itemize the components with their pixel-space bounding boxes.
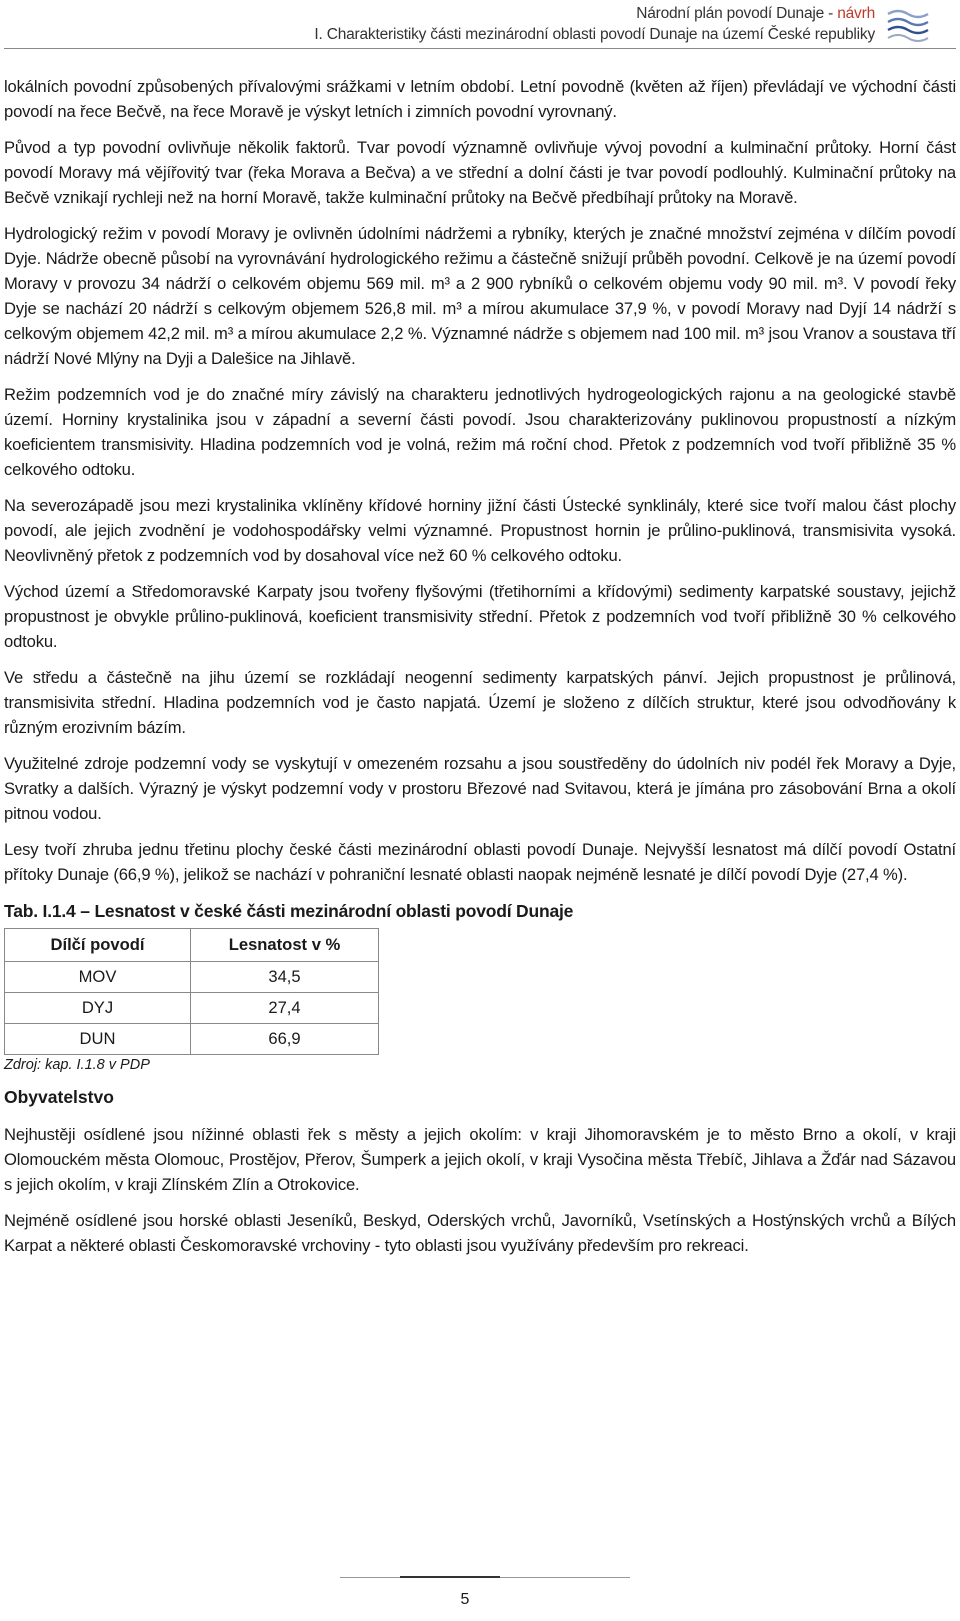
- table-caption: Tab. I.1.4 – Lesnatost v české části mezinárodní oblasti povodí Dunaje: [4, 901, 574, 921]
- document-body: [4, 74, 956, 1269]
- table-source-note: Zdroj: kap. I.1.8 v PDP: [4, 1057, 150, 1073]
- table-row: [5, 1024, 379, 1055]
- header-title-prefix: Národní plán povodí Dunaje -: [636, 5, 838, 22]
- table-cell: 34,5: [191, 962, 379, 993]
- table-cell: 27,4: [191, 993, 379, 1024]
- danube-waves-logo-icon: [884, 4, 932, 44]
- paragraph-flood-factors: Původ a typ povodní ovlivňuje několik faktorů. Tvar povodí významně ovlivňuje vývoj povodní a kulminační průtoky. Horní část povodí Moravy má vějířovitý tvar (řeka Morava a Bečva) a ve střední a dolní části je tvar povodí podlouhlý. Kulminační průtoky na Bečvě vznikají rychleji než na horní Moravě, takže kulminační průtoky na Bečvě předbíhají průtoky na Moravě.: [4, 138, 956, 207]
- paragraph-densely-populated: Nejhustěji osídlené jsou nížinné oblasti řek s městy a jejich okolím: v kraji Jihomoravském je to město Brno a okolí, v kraji Olomouckém města Olomouc, Prostějov, Přerov, Šumperk a jejich okolí, v kraji Vysočina města Třebíč, Jihlava a Žďár nad Sázavou s jejich okolím, v kraji Zlínském Zlín a Otrokovice.: [4, 1125, 956, 1194]
- paragraph-groundwater-regime: Režim podzemních vod je do značné míry závislý na charakteru jednotlivých hydrogeologických rajonu a na geologické stavbě území. Horniny krystalinika jsou v západní a severní části povodí. Jsou charakterizovány puklinovou propustností a nízkým koeficientem transmisivity. Hladina podzemních vod je volná, režim má roční chod. Přetok z podzemních vod tvoří přibližně 35 % celkového odtoku.: [4, 385, 956, 479]
- header-title: [636, 5, 875, 23]
- footer-divider-accent: [400, 1576, 500, 1578]
- table-cell: DYJ: [5, 993, 191, 1024]
- paragraph-reservoirs: Hydrologický režim v povodí Moravy je ovlivněn údolními nádržemi a rybníky, kterých je značné množství zejména v dílčím povodí Dyje. Nádrže obecně působí na vyrovnávání hydrologického režimu a částečně snižují průběh povodní. Celkově je na území povodí Moravy v provozu 34 nádrží o celkovém objemu 569 mil. m³ a 2 900 rybníků o celkovém objemu vody 90 mil. m³. V povodí řeky Dyje se nachází 20 nádrží s celkovým objemem 526,8 mil. m³ a mírou akumulace 37,9 %, v povodí Moravy nad Dyjí 14 nádrží s celkovým objemem 42,2 mil. m³ a mírou akumulace 2,2 %. Významné nádrže s objemem nad 100 mil. m³ jsou Vranov a soustava tří nádrží Nové Mlýny na Dyji a Dalešice na Jihlavě.: [4, 224, 956, 368]
- table-cell: 66,9: [191, 1024, 379, 1055]
- header-title-status: návrh: [837, 5, 875, 22]
- table-cell: MOV: [5, 962, 191, 993]
- table-header-cell: Lesnatost v %: [191, 929, 379, 962]
- table-cell: DUN: [5, 1024, 191, 1055]
- header-subtitle: I. Charakteristiky části mezinárodní oblasti povodí Dunaje na území České republiky: [314, 26, 875, 43]
- page-header: [0, 0, 960, 62]
- paragraph-flysch-sediments: Východ území a Středomoravské Karpaty jsou tvořeny flyšovými (třetihorními a křídovými) sedimenty karpatské soustavy, jejichž propustnost je obvykle průlino-puklinová, koeficient transmisivity střední. Přetok z podzemních vod tvoří přibližně 30 % celkového odtoku.: [4, 582, 956, 651]
- paragraph-cretaceous-rocks: Na severozápadě jsou mezi krystalinika vklíněny křídové horniny jižní části Ústecké synklinály, které sice tvoří malou část plochy povodí, ale jejich zvodnění je vodohospodářsky velmi významné. Propustnost hornin je průlino-puklinová, transmisivita vysoká. Neovlivněný přetok z podzemních vod by dosahoval více než 60 % celkového odtoku.: [4, 496, 956, 565]
- page-number: 5: [460, 1591, 470, 1608]
- paragraph-floods-summer: lokálních povodní způsobených přívalovými srážkami v letním období. Letní povodně (květen až říjen) převládají ve východní části povodí na řece Bečvě, na řece Moravě je výskyt letních i zimních povodní vyrovnaný.: [4, 77, 956, 121]
- forest-cover-table: [4, 928, 379, 1055]
- section-heading: Obyvatelstvo: [4, 1087, 114, 1107]
- table-row: [5, 962, 379, 993]
- header-divider: [4, 48, 956, 49]
- table-row: [5, 993, 379, 1024]
- table-header-cell: Dílčí povodí: [5, 929, 191, 962]
- paragraph-sparsely-populated: Nejméně osídlené jsou horské oblasti Jeseníků, Beskyd, Oderských vrchů, Javorníků, Vsetínských a Hostýnských vrchů a Bílých Karpat a některé oblasti Českomoravské vrchoviny - tyto oblasti jsou využívány především pro rekreaci.: [4, 1211, 956, 1255]
- table-header-row: [5, 929, 379, 962]
- paragraph-usable-groundwater: Využitelné zdroje podzemní vody se vyskytují v omezeném rozsahu a jsou soustředěny do údolních niv podél řek Moravy a Dyje, Svratky a dalších. Výrazný je výskyt podzemní vody v prostoru Březové nad Svitavou, která je jímána pro zásobování Brna a okolí pitnou vodou.: [4, 754, 956, 823]
- paragraph-forests: Lesy tvoří zhruba jednu třetinu plochy české části mezinárodní oblasti povodí Dunaje. Nejvyšší lesnatost má dílčí povodí Ostatní přítoky Dunaje (66,9 %), jelikož se nachází v pohraniční lesnaté oblasti naopak nejméně lesnaté je dílčí povodí Dyje (27,4 %).: [4, 840, 956, 884]
- paragraph-neogene-sediments: Ve středu a částečně na jihu území se rozkládají neogenní sedimenty karpatských pánví. Jejich propustnost je průlinová, transmisivita střední. Hladina podzemních vod je často napjatá. Území je složeno z dílčích struktur, které jsou odvodňovány k různým erozivním bázím.: [4, 668, 956, 737]
